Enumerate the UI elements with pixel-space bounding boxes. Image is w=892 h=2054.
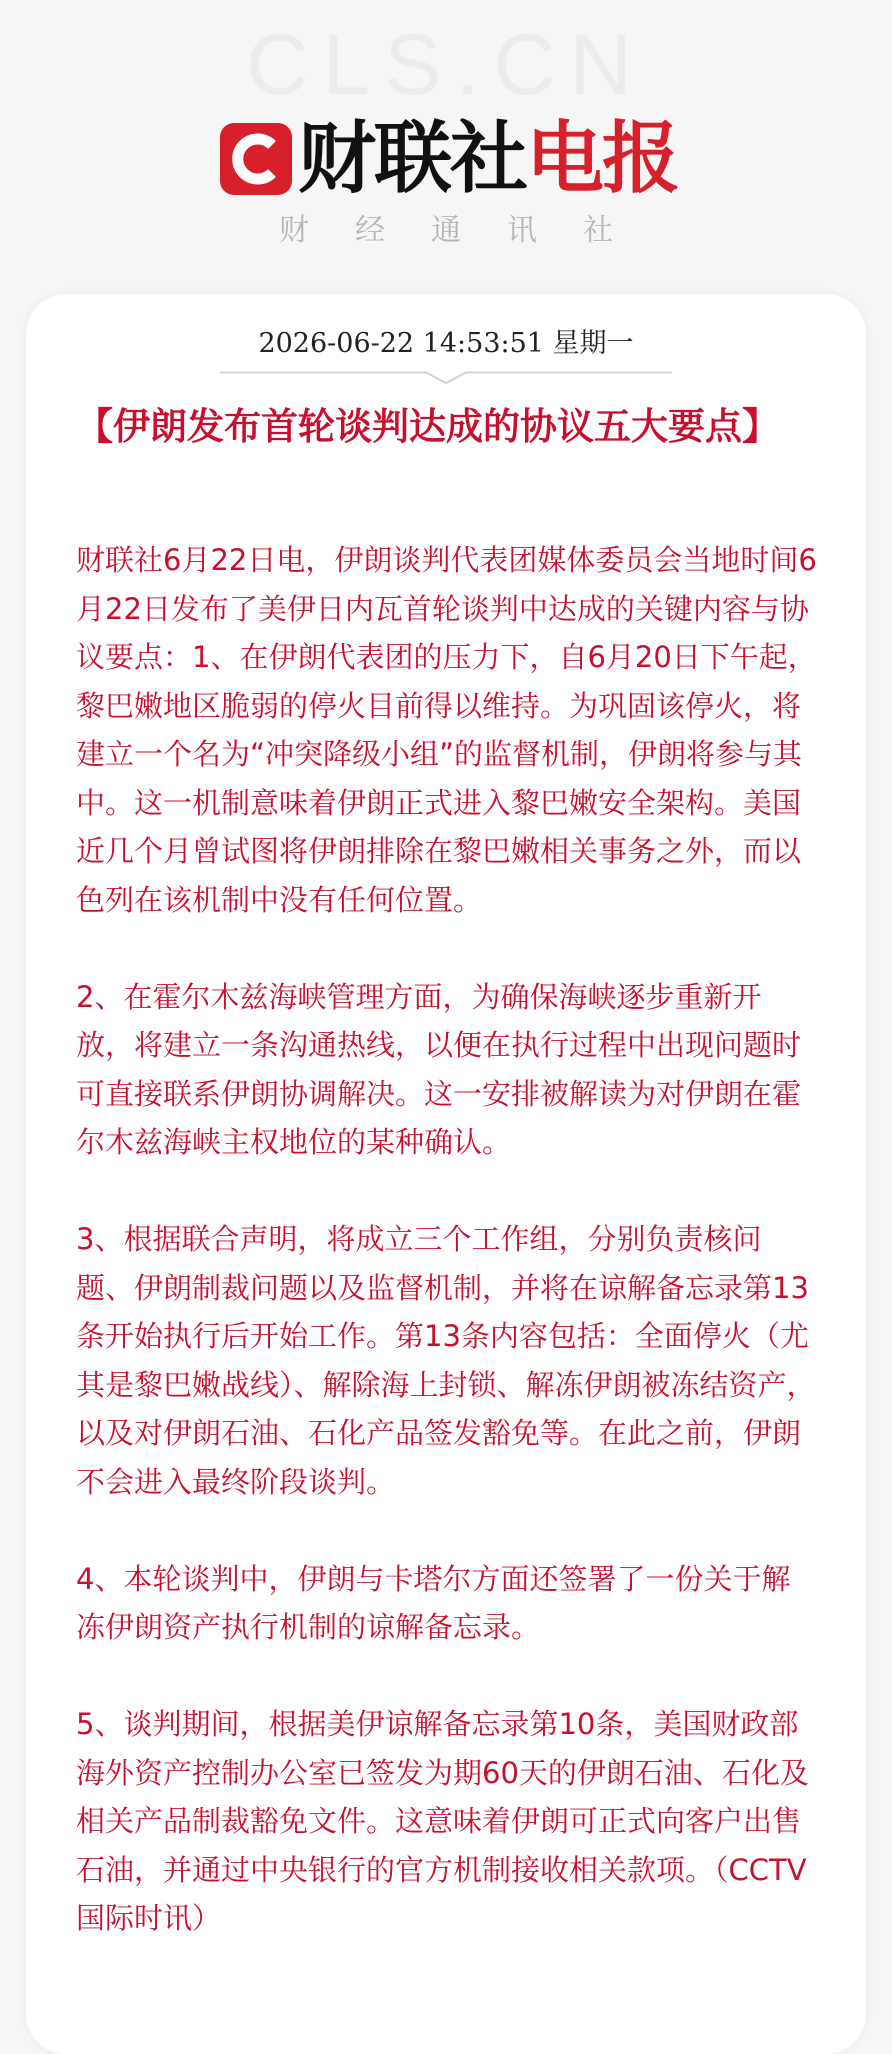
brand-tagline: 财经通讯社 bbox=[279, 213, 659, 248]
date-text: 2026-06-22 14:53:51 星期一 bbox=[258, 328, 634, 359]
brand-accent: 电报 bbox=[526, 114, 679, 204]
article-paragraph: 2、在霍尔木兹海峡管理方面，为确保海峡逐步重新开放，将建立一条沟通热线，以便在执行过程中出现问题时可直接联系伊朗协调解决。这一安排被解读为对伊朗在霍尔木兹海峡主权地位的某种确认。 bbox=[76, 979, 802, 1159]
masthead bbox=[0, 0, 892, 300]
cls-logo-icon bbox=[220, 123, 292, 195]
article-body bbox=[76, 536, 818, 1943]
article-date bbox=[198, 326, 694, 380]
article-paragraph: 财联社6月22日电，伊朗谈判代表团媒体委员会当地时间6月22日发布了美伊日内瓦首轮谈判中达成的关键内容与协议要点：1、在伊朗代表团的压力下，自6月20日下午起，黎巴嫩地区脆弱的停火目前得以维持。为巩固该停火，将建立一个名为“冲突降级小组”的监督机制，伊朗将参与其中。这一机制意味着伊朗正式进入黎巴嫩安全架构。美国近几个月曾试图将伊朗排除在黎巴嫩相关事务之外，而以色列在该机制中没有任何位置。 bbox=[76, 543, 817, 917]
article-paragraph: 4、本轮谈判中，伊朗与卡塔尔方面还签署了一份关于解冻伊朗资产执行机制的谅解备忘录。 bbox=[76, 1561, 791, 1644]
brand-name: 财联社 bbox=[298, 114, 527, 204]
brand-logo bbox=[220, 114, 679, 204]
article-paragraph: 3、根据联合声明，将成立三个工作组，分别负责核问题、伊朗制裁问题以及监督机制，并将在谅解备忘录第13条开始执行后开始工作。第13条内容包括：全面停火（尤其是黎巴嫩战线）、解除海上封锁、解冻伊朗被冻结资产，以及对伊朗石油、石化产品签发豁免等。在此之前，伊朗不会进入最终阶段谈判。 bbox=[76, 1222, 816, 1499]
article-title: 【伊朗发布首轮谈判达成的协议五大要点】 bbox=[76, 404, 779, 448]
date-divider bbox=[220, 371, 672, 385]
article-paragraph: 5、谈判期间，根据美伊谅解备忘录第10条，美国财政部海外资产控制办公室已签发为期60天的伊朗石油、石化及相关产品制裁豁免文件。这意味着伊朗可正式向客户出售石油，并通过中央银行的官方机制接收相关款项。（CCTV国际时讯） bbox=[76, 1707, 809, 1935]
watermark-text: CLS.CN bbox=[246, 17, 646, 113]
